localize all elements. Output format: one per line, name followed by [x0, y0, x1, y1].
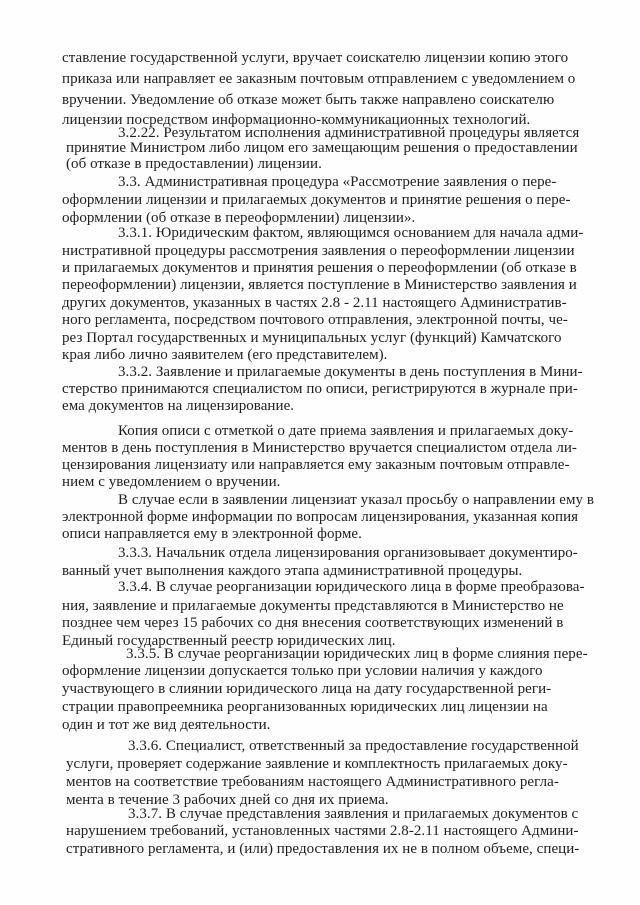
text-line: оформлении (об отказе в переоформлении) лицензии». — [62, 210, 416, 226]
text-line: страции правопреемника реорганизованных юридических лиц лицензии на — [62, 699, 548, 715]
text-line: ного регламента, посредством почтового отправления, электронной почты, че- — [62, 312, 568, 328]
text-line: принятие Министром либо лицом его замещающим решения о предоставлении — [66, 140, 578, 156]
text-line: Единый государственный реестр юридических лиц. — [62, 633, 396, 649]
text-line: 3.3.5. В случае реорганизации юридических лиц в форме слияния пере- — [126, 646, 588, 662]
text-line: 3.3. Административная процедура «Рассмотрение заявления о пере- — [118, 174, 557, 190]
text-line: 3.3.3. Начальник отдела лицензирования организовывает документиро- — [118, 545, 578, 561]
text-line: других документов, указанных в частях 2.8 - 2.11 настоящего Административ- — [62, 295, 567, 311]
text-line: 3.2.22. Результатом исполнения административной процедуры является — [118, 125, 580, 141]
text-line: 3.3.4. В случае реорганизации юридического лица в форме преобразова- — [118, 579, 585, 595]
text-line: услуги, проверяет содержание заявление и комплектность прилагаемых доку- — [66, 756, 568, 772]
text-line: ванный учет выполнения каждого этапа административной процедуры. — [62, 563, 523, 579]
text-line: один и тот же вид деятельности. — [62, 717, 271, 733]
text-line: описи направляется ему в электронной форме. — [62, 526, 362, 542]
text-line: 3.3.1. Юридическим фактом, являющимся основанием для начала адми- — [118, 225, 584, 241]
text-line: края либо лично заявителем (его представителем). — [62, 347, 388, 363]
text-line: лицензии посредством информационно-коммуникационных технологий. — [62, 112, 531, 128]
text-line: ментов в день поступления в Министерство вручается специалистом отдела ли- — [62, 440, 577, 456]
text-line: (об отказе в предоставлении) лицензии. — [66, 156, 322, 172]
text-line: рез Портал государственных и муниципальных услуг (функций) Камчатского — [62, 330, 562, 346]
text-line: и прилагаемых документов и принятия решения о переоформлении (об отказе в — [62, 260, 577, 276]
text-line: вручении. Уведомление об отказе может быть также направлено соискателю — [62, 92, 555, 108]
text-line: нистративной процедуры рассмотрения заявления о переоформлении лицензии — [62, 243, 575, 259]
text-line: В случае если в заявлении лицензиат указал просьбу о направлении ему в — [118, 492, 595, 508]
text-line: нарушением требований, установленных частями 2.8-2.11 настоящего Админи- — [66, 823, 579, 839]
text-line: ния, заявление и прилагаемые документы представляются в Министерство не — [62, 598, 564, 614]
text-line: ментов на соответствие требованиям настоящего Административного регла- — [66, 774, 559, 790]
text-line: 3.3.2. Заявление и прилагаемые документы в день поступления в Мини- — [118, 364, 583, 380]
text-line: ставление государственной услуги, вручает соискателю лицензии копию этого — [62, 50, 569, 66]
text-line: переоформлении) лицензии, является поступление в Министерство заявления и — [62, 277, 577, 293]
text-line: участвующего в слиянии юридического лица на дату государственной реги- — [62, 681, 552, 697]
text-line: электронной форме информации по вопросам лицензирования, указанная копия — [62, 509, 579, 525]
text-line: нием с уведомлением о вручении. — [62, 474, 281, 490]
text-line: оформлении лицензии и прилагаемых документов и принятие решения о пере- — [62, 192, 571, 208]
text-line: 3.3.7. В случае представления заявления и прилагаемых документов с — [128, 806, 579, 822]
text-line: приказа или направляет ее заказным почтовым отправлением с уведомлением о — [62, 71, 576, 87]
text-line: Копия описи с отметкой о дате приема заявления и прилагаемых доку- — [118, 423, 574, 439]
text-line: стерство принимаются специалистом по описи, регистрируются в журнале при- — [62, 381, 578, 397]
text-line: 3.3.6. Специалист, ответственный за предоставление государственной — [128, 738, 579, 754]
text-line: позднее чем через 15 рабочих со дня внесения соответствующих изменений в — [62, 615, 564, 631]
text-line: стративного регламента, и (или) предоставления их не в полном объеме, специ- — [66, 841, 580, 857]
text-line: мента в течение 3 рабочих дней со дня их приема. — [66, 792, 389, 808]
text-line: оформление лицензии допускается только при условии наличия у каждого — [62, 663, 543, 679]
text-line: цензирования лицензиату или направляется ему заказным почтовым отправле- — [62, 457, 570, 473]
text-line: ема документов на лицензирование. — [62, 398, 295, 414]
